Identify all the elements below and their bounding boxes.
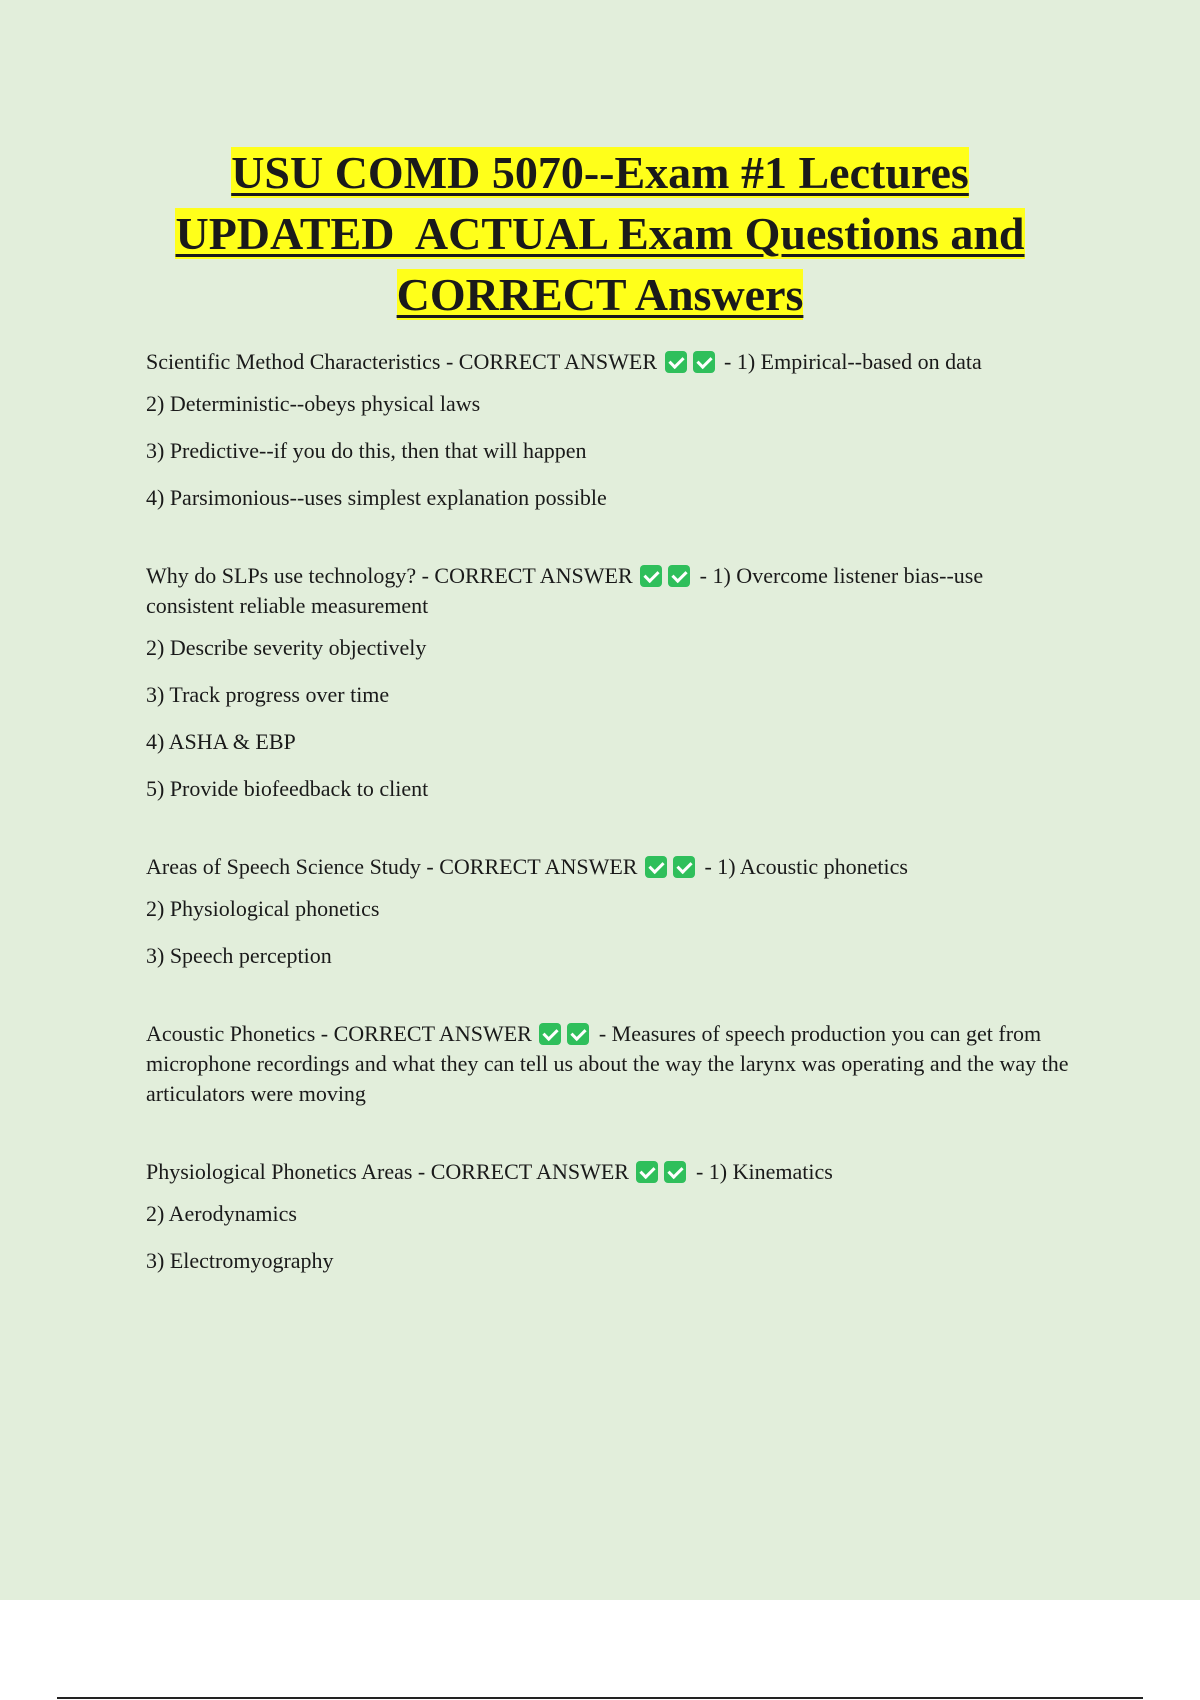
answer-line: 3) Speech perception [146, 943, 332, 968]
check-box-icon [665, 351, 687, 373]
check-box-icon [645, 856, 667, 878]
qa-item-physiological-phonetics [146, 1157, 1076, 1276]
check-box-icon [567, 1023, 589, 1045]
qa-item-acoustic-phonetics [146, 1019, 1076, 1109]
qa-item-scientific-method [146, 347, 1076, 513]
answer-text: - 1) Acoustic phonetics [704, 854, 908, 879]
qa-question-line [146, 852, 1076, 882]
check-box-icon [640, 565, 662, 587]
answer-line: 2) Describe severity objectively [146, 635, 427, 660]
qa-question-line [146, 1157, 1076, 1187]
question-text: Physiological Phonetics Areas - CORRECT ANSWER [146, 1159, 629, 1184]
check-box-icon [693, 351, 715, 373]
check-box-icon [664, 1161, 686, 1183]
qa-question-line [146, 561, 1076, 621]
check-box-icon [539, 1023, 561, 1045]
page-title [0, 142, 1200, 325]
qa-question-line [146, 347, 1076, 377]
answer-text: - Measures of speech production you can get from microphone recordings and what they can tell us about the way the larynx was operating and the way the articulators were moving [146, 1021, 1069, 1106]
answer-text: - 1) Kinematics [695, 1159, 833, 1184]
question-text: Acoustic Phonetics - CORRECT ANSWER [146, 1021, 532, 1046]
title-line-1: USU COMD 5070--Exam #1 Lectures [231, 147, 969, 198]
qa-list [146, 347, 1076, 1324]
check-box-icon [673, 856, 695, 878]
answer-line: 4) ASHA & EBP [146, 729, 296, 754]
qa-item-slp-technology [146, 561, 1076, 804]
answer-line: 3) Electromyography [146, 1248, 334, 1273]
answer-line: 5) Provide biofeedback to client [146, 776, 429, 801]
answer-line: 2) Deterministic--obeys physical laws [146, 391, 481, 416]
answer-line: 2) Physiological phonetics [146, 896, 380, 921]
answer-text: - 1) Empirical--based on data [724, 349, 982, 374]
check-box-icon [668, 565, 690, 587]
answer-line: 3) Predictive--if you do this, then that will happen [146, 438, 587, 463]
question-text: Areas of Speech Science Study - CORRECT ANSWER [146, 854, 638, 879]
footer-divider [57, 1697, 1143, 1699]
check-box-icon [636, 1161, 658, 1183]
title-line-2: UPDATED ACTUAL Exam Questions and [175, 208, 1025, 259]
qa-question-line [146, 1019, 1076, 1109]
answer-line: 3) Track progress over time [146, 682, 390, 707]
question-text: Why do SLPs use technology? - CORRECT ANSWER [146, 563, 633, 588]
qa-item-speech-science-areas [146, 852, 1076, 971]
title-line-3: CORRECT Answers [396, 269, 804, 320]
question-text: Scientific Method Characteristics - CORRECT ANSWER [146, 349, 658, 374]
answer-text: - 1) Overcome listener bias--use consistent reliable measurement [146, 563, 984, 618]
answer-line: 2) Aerodynamics [146, 1201, 297, 1226]
answer-line: 4) Parsimonious--uses simplest explanation possible [146, 485, 607, 510]
